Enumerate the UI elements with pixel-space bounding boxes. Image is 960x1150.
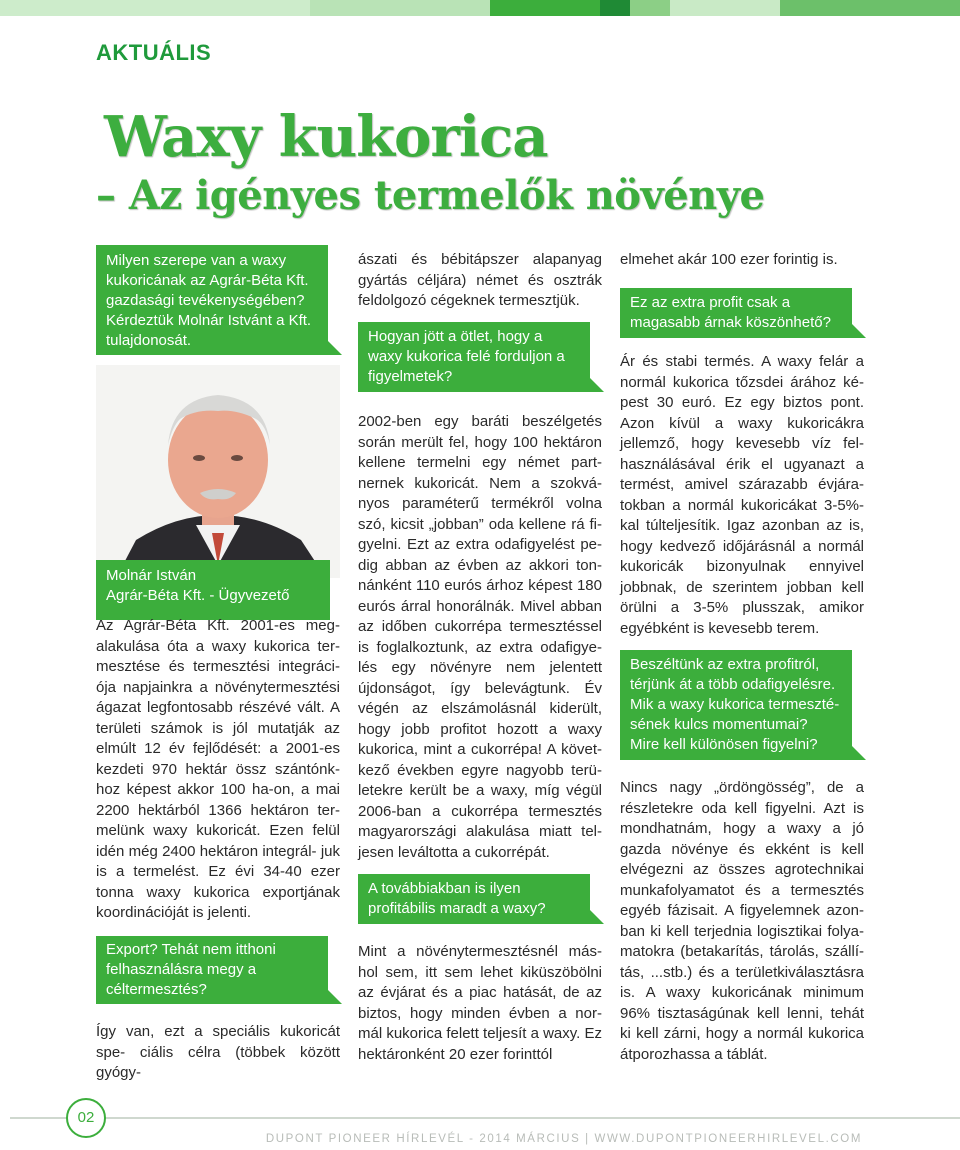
column-3 [620,250,864,271]
question-box: Ez az extra profit csak a magasabb árnak köszönhető? [620,288,852,338]
caption-role: Agrár-Béta Kft. - Ügyvezető [106,587,290,604]
intro-box [96,245,328,355]
column-3-bottom [620,778,864,1065]
section-label: AKTUÁLIS [96,40,212,65]
footer-rule [10,1117,70,1119]
paragraph: Az Agrár-Béta Kft. 2001-es meg- alakulása óta a waxy kukorica ter- mesztése és termesztési integráci- ója napjainkra a növénytermesztési ágazat legfontosabb részévé vált. A területi számok is jól mutatják az elmúlt 12 év fejlődését: a 2001-es kezdeti 970 hektár össz szántónk- hoz képest akkor 100 ha-on, a mai 2200 hektárból 1366 hektáron ter- melünk waxy kukoricát. Ezen felül idén még 2400 hektáron integrál- juk is a termelést. Ez évi 34-40 ezer tonna waxy kukorica exportjának koordinációját is jelenti. [96,617,340,921]
question-box: Export? Tehát nem itthoni felhasználásra megy a céltermesztés? [96,936,328,1004]
portrait-photo-icon [96,365,340,578]
question-box: Beszéltünk az extra profitról, térjünk át a több odafigyelésre. Mik a waxy kukorica termeszté- sének kulcs momentumai? Mire kell különösen figyelni? [620,650,852,760]
question-box: Hogyan jött a ötlet, hogy a waxy kukorica felé forduljon a figyelmetek? [358,322,590,392]
intro-line: gazdasági tevékenységében? [106,292,305,309]
paragraph: Mint a növénytermesztésnél más- hol sem, itt sem lehet kiküszöbölni az évjárat és a piac hatását, de az biztos, hogy minden évben a nor- mál kukorica felett teljesít a waxy. Ez hektáronként 20 ezer forinttól [358,943,602,1063]
paragraph: Ár és stabi termés. A waxy felár a normál kukorica tőzsdei árához ké- pest 30 euró. Ez egy biztos pont. Azon kívül a waxy kukoricákra jellemző, hogy kevesebb víz fel- használásával érik el ugyanazt a termést, amivel szárazabb évjára- tokban a normál kukoricákat 3-5%- kal túlteljesítik. Igaz azonban az is, hogy kedvező időjárásnál a normál kukoricák bizonyulnak ennyivel jobbnak, de szerintem jobban kell örülni a 3-5% plusszak, amikor egyébként is kevesebb terem. [620,353,864,637]
intro-line: tulajdonosát. [106,332,192,349]
column-1 [96,616,340,924]
column-2-bottom [358,942,602,1065]
column-2 [358,250,602,312]
paragraph: ászati és bébitápszer alapanyag gyártás céljára) német és osztrák feldolgozó cégeknek termesztjük. [358,251,602,309]
portrait-photo [96,365,340,578]
column-1-bottom [96,1022,340,1084]
headline: Waxy kukorica [104,104,548,170]
intro-line: Milyen szerepe van a waxy [106,252,287,269]
page-number: 02 [66,1098,106,1138]
paragraph: Nincs nagy „ördöngösség”, de a részletekre oda kell figyelni. Azt is mondhatnám, hogy a waxy a jó gazda növénye és ekként is kell elvégezni az összes agrotechnikai munkafolyamatot és a termesztés egyéb fázisait. A figyelemnek azon- ban ki kell terjednia logisztikai folya- matokra (betakarítás, tárolás, szállí- tás, ...stb.) és a területkiválasztásra is. A waxy kukoricának minimum 96% tisztaságúnak kell lenni, tehát ki kell zárni, hogy a normál kukorica átporozhassa a táblát. [620,779,865,1063]
question-box: A továbbiakban is ilyen profitábilis maradt a waxy? [358,874,590,924]
paragraph: elmehet akár 100 ezer forintig is. [620,251,838,268]
intro-line: Kérdeztük Molnár Istvánt a Kft. [106,312,312,329]
caption-name: Molnár István [106,567,197,584]
footer-rule [96,1117,960,1119]
paragraph: 2002-ben egy baráti beszélgetés során merült fel, hogy 100 hektáron kellene termelni egy német part- nernek kukoricát. Nem a szokvá- nyos paraméterű termékről volna szó, kicsit „jobban” oda kellene rá fi- gyelni. Ezt az extra odafigyelést pe- dig abban az évben az akkori ton- nánként 110 eurós árhoz képest 180 eurós árral honorálnák. Mivel abban az időben cukorrépa termesztéssel is foglalkoztunk, az extra odafigye- lés egy növényre nem jelentett újdonságot, így belevágtunk. Év végén az elszámolásnál kiderült, hogy jobb profitot hozott a waxy kukorica, mint a cukorrépa! A követ- kező években egyre nagyobb terü- letekre került be a waxy, míg végül 2006-ban a cukorrépa termesztés magyarországi alakulása miatt tel- jesen leváltotta a cukorrépát. [358,413,602,861]
column-2-body [358,412,602,863]
subheadline: – Az igényes termelők növénye [96,172,765,219]
top-color-bar [0,0,960,16]
intro-line: kukoricának az Agrár-Béta Kft. [106,272,309,289]
paragraph: Így van, ezt a speciális kukoricát spe- ciális célra (többek között gyógy- [96,1023,341,1081]
column-3-body [620,352,864,639]
photo-caption [96,560,330,620]
footer-text: DUPONT PIONEER HÍRLEVÉL - 2014 MÁRCIUS | WWW.DUPONTPIONEERHIRLEVEL.COM [265,1133,862,1145]
